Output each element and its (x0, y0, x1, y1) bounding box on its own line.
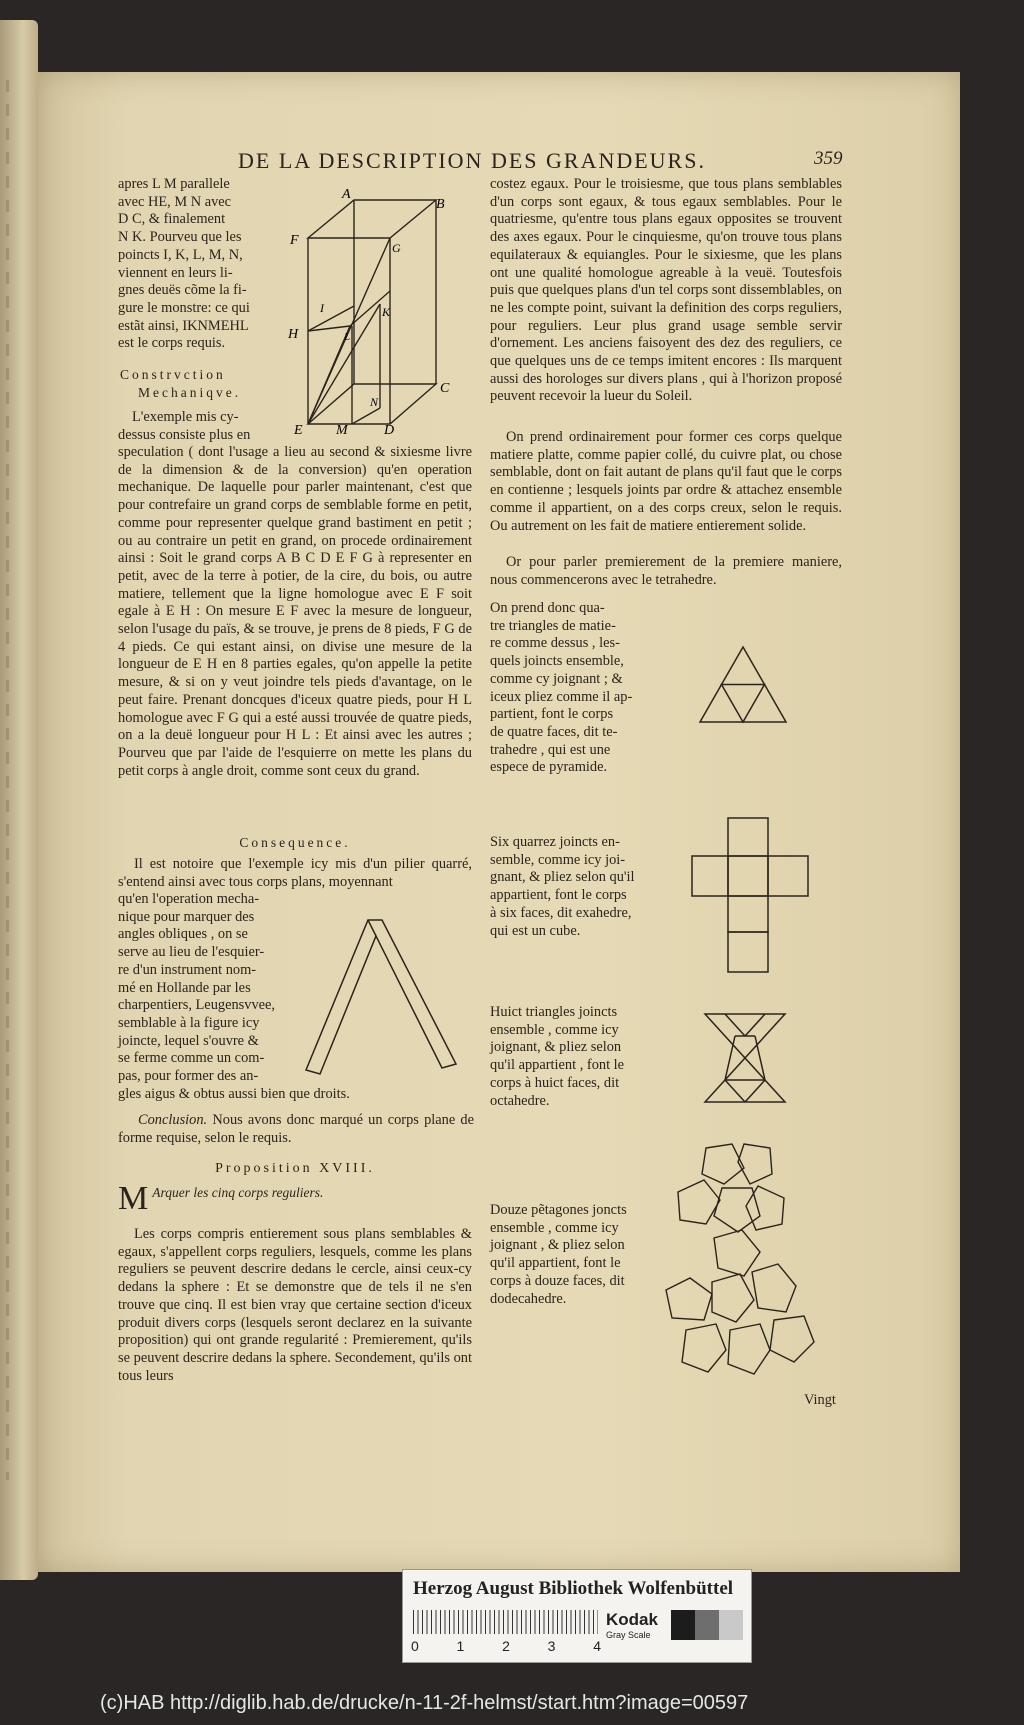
color-calibration-bar (402, 1569, 752, 1663)
figure-label-l: L (344, 331, 351, 343)
copyright-footer: (c)HAB http://diglib.hab.de/drucke/n-11-2f-helmst/start.htm?image=00597 (100, 1692, 749, 1714)
dodecahedre-net (660, 1140, 820, 1385)
consequence-text-full: Il est notoire que l'exemple icy mis d'un pilier quarré, s'entend ainsi avec tous corps plans, moyennant (118, 856, 472, 890)
drop-cap: M (118, 1180, 149, 1217)
construction-text-short: L'exemple mis cy- dessus consiste plus en (118, 409, 251, 443)
exahedre-net (690, 814, 812, 976)
proposition-heading: Proposition XVIII. (215, 1161, 375, 1176)
consequence-text-end: gles aigus & obtus aussi bien que droits. (118, 1086, 350, 1102)
figure-label-h: H (288, 327, 299, 342)
figure-label-f: F (290, 233, 299, 248)
octahedre-net (700, 1010, 790, 1106)
tetrahedre-caption: On prend donc qua- tre triangles de matie- re comme dessus , les- quels joincts ensemble, comme cy joignant ; & iceux pliez comme il ap- partient, font le corps de quatre faces, dit te- trahedre , qui est une espece de pyramide. (490, 600, 633, 776)
running-header: DE LA DESCRIPTION DES GRANDEURS. (238, 148, 706, 173)
leugensvvee-figure (296, 914, 462, 1080)
construction-text: speculation ( dont l'usage a lieu au second & sixiesme livre de la dimension & de la conversion) qu'en operation mechanique. De laquelle pour parler maintenant, c'est que pour contrefaire un grand corps de semblable forme en petit, comme pour representer quelque grand bastiment en petit ; ou au contraire un petit en grand, on procede ordinairement ainsi : Soit le grand corps A B C D E F G à representer en petit, avec de la terre à potier, de la cire, du bois, ou autre matiere, tellement que la ligne homologue avec E F soit egale à E H : On mesure E F avec la mesure de longueur, selon l'usage du païs, & se trouve, je prens de 8 pieds, F G de 4 pieds. Ce qui estant ainsi, on divise une mesure de la longueur de E H en 8 parties egales, qu'on appelle la petite mesure, & si on y veut joindre tels pieds d'avantage, on le peut faire. Prenant doncques d'iceux quatre pieds, pour H L homologue avec F G qui a esté aussi trouvée de quatre pieds, on a la deuë longueur pour H L : Et ainsi avec les autres ; Pourveu que par l'aide de l'esquierre on mette les plans du petit corps à angle droit, comme sont ceux du grand. (118, 444, 472, 779)
conclusion: Conclusion. Nous avons donc marqué un corps plane de forme requise, selon le requis. (118, 1112, 474, 1146)
ruler-numbers: 0 1 2 3 4 (411, 1638, 601, 1654)
proposition-text: Les corps compris entierement sous plans semblables & egaux, s'appellent corps reguliers, lesquels, comme les plans reguliers se peuvent descrire dedans le cercle, ainsi ceux-cy dedans la sphere : Et se demonstre que de tels il ne s'en trouve que cinq. Il est bien vray que certaine section d'iceux produit divers corps (lesquels seront declarez en la suivante proposition) qui ont grande regularité : Premierement, qu'ils se peuvent descrire dedans la sphere. Secondement, qu'ils ont tous leurs (118, 1226, 472, 1384)
figure-label-b: B (436, 197, 445, 212)
construction-heading: Constrvction Mechaniqve. (120, 367, 242, 400)
kodak-logo: Kodak (606, 1610, 658, 1629)
figure-label-c: C (440, 381, 450, 396)
black-swatch (671, 1610, 695, 1640)
gray-scale-label: Gray Scale (606, 1630, 651, 1640)
figure-label-e: E (294, 423, 303, 436)
figure-label-a: A (342, 187, 351, 202)
ruler-ticks (413, 1610, 598, 1634)
figure-label-k: K (382, 305, 391, 319)
tetrahedre-net (696, 644, 790, 726)
right-text-3: Or pour parler premierement de la premiere maniere, nous commencerons avec le tetrahedre. (490, 554, 842, 588)
light-swatch (719, 1610, 743, 1640)
library-name: Herzog August Bibliothek Wolfenbüttel (413, 1578, 734, 1599)
page-number: 359 (814, 148, 843, 169)
prism-figure (280, 186, 460, 436)
figure-label-i: I (320, 301, 324, 315)
gray-swatch (695, 1610, 719, 1640)
figure-label-n: N (370, 395, 379, 409)
consequence-text-narrow: qu'en l'operation mecha- nique pour marquer des angles obliques , on se serve au lieu de l'esquier- re d'un instrument nom- mé en Hollande par les charpentiers, Leugensvvee, semblable à la figure icy joincte, lequel s'ouvre & se ferme comme un com- pas, pour former des an- (118, 891, 276, 1085)
dodecahedre-caption: Douze pẽtagones joncts ensemble , comme icy joignant , & pliez selon qu'il appartient, font le corps à douze faces, dit dodecahedre. (490, 1202, 627, 1307)
consequence-heading: Consequence. (239, 835, 351, 850)
exahedre-caption: Six quarrez joincts en- semble, comme icy joi- gnant, & pliez selon qu'il appartient, font le corps à six faces, dit exahedre, qui est un cube. (490, 834, 635, 939)
catchword: Vingt (804, 1392, 836, 1408)
figure-label-m: M (336, 423, 348, 436)
previous-page-edge (0, 20, 38, 1580)
intro-lines: apres L M parallele avec HE, M N avec D C, & finalement N K. Pourveu que les poincts I, K, L, M, N, viennent en leurs li- gnes deuës cõme la fi- gure le monstre: ce qui estãt ainsi, IKNMEHL est le corps requis. (118, 176, 250, 352)
figure-label-g: G (392, 241, 401, 255)
right-text-1: costez egaux. Pour le troisiesme, que tous plans semblables d'un corps sont egaux, & tous egaux semblables. Pour le quatriesme, qu'entre tous plans egaux opposites se trouvent des axes egaux. Pour le cinquiesme, qu'on trouve tous plans equilateraux & equiangles. Pour le sixiesme, que les plans ont une qualité homologue agreable à la veuë. Toutesfois puis que quelques plans d'un tel corps sont dissemblables, on ne les compte point, suivant la definition des corps reguliers, pour reguliers. Leur plus grand usage semble servir d'ornement. Les anciens faisoyent des dez des reguliers, ce que quelques uns de ce temps imitent encores : Ils marquent aussi des horologes sur divers plans , qui à l'horizon proposé peuvent recevoir la lueur du Soleil. (490, 176, 842, 405)
octahedre-caption: Huict triangles joincts ensemble , comme icy joignant, & pliez selon qu'il appartient , font le corps à huict faces, dit octahedre. (490, 1004, 625, 1109)
figure-label-d: D (384, 423, 395, 436)
right-text-2: On prend ordinairement pour former ces corps quelque matiere platte, comme papier collé, du cuivre plat, ou chose semblable, dont on fait autant de plans qu'il faut que le corps en contienne ; lesquels joints par ordre & attachez ensemble comme il appartient, on a des corps creux, selon le requis. Ou autrement on les fait de matiere entierement solide. (490, 429, 842, 534)
proposition-title: M Arquer les cinq corps reguliers. (118, 1180, 324, 1217)
conclusion-label: Conclusion. (138, 1112, 208, 1128)
